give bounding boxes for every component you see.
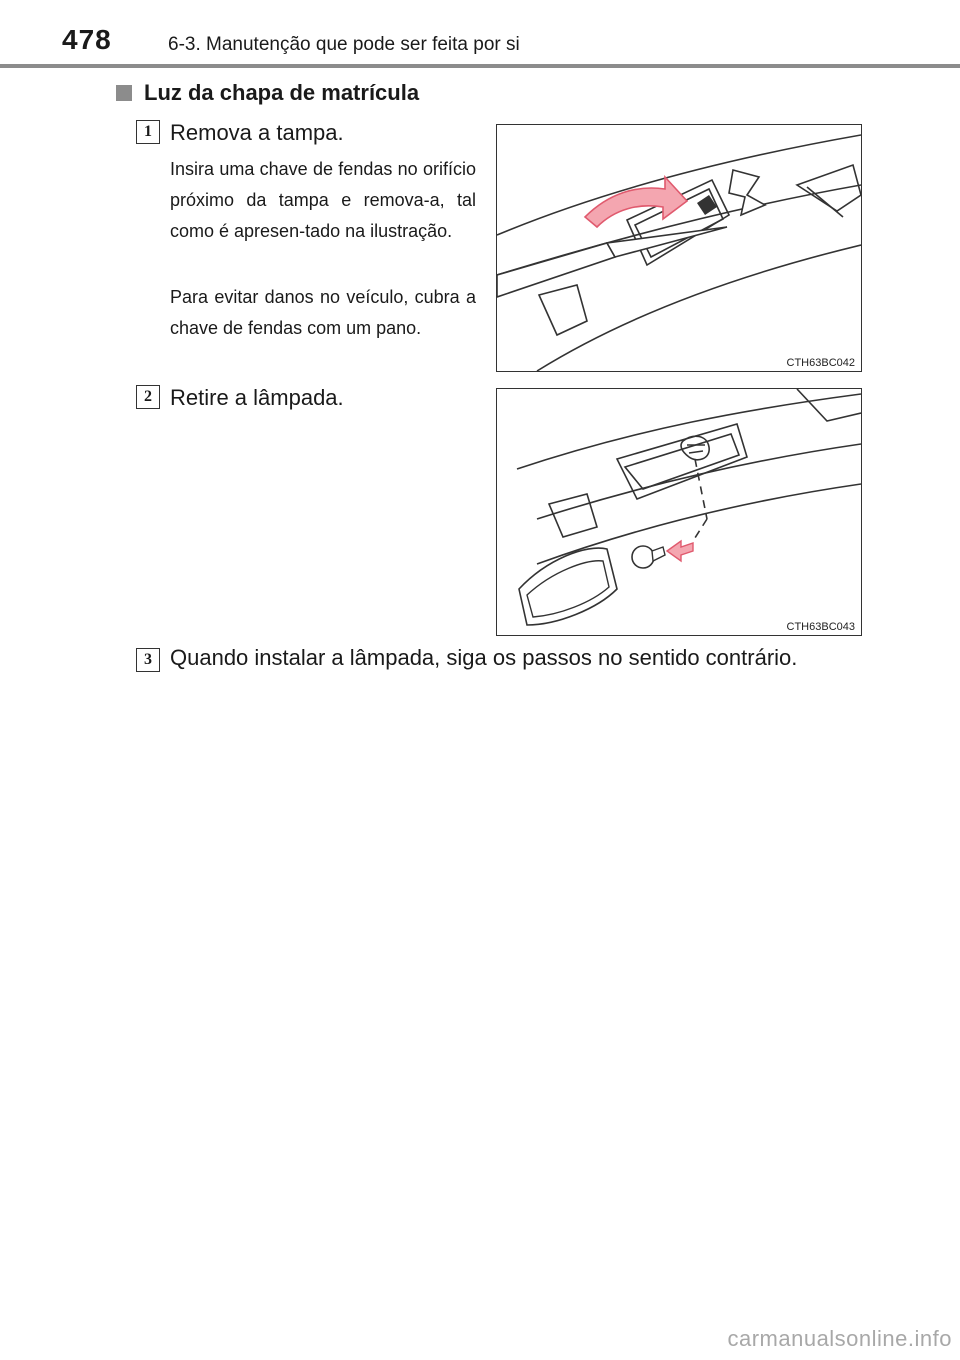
page-header xyxy=(0,0,960,66)
step-number-1: 1 xyxy=(136,120,160,144)
step-title-3: Quando instalar a lâmpada, siga os passos no sentido contrário. xyxy=(170,645,798,670)
figure-code-1: CTH63BC042 xyxy=(786,357,855,369)
illustration-remove-cover xyxy=(497,125,861,371)
step-1-paragraph-2: Para evitar danos no veículo, cubra a chave de fendas com um pano. xyxy=(170,287,476,338)
step-number-2: 2 xyxy=(136,385,160,409)
step-1-paragraph-1: Insira uma chave de fendas no orifício próximo da tampa e remova-a, tal como é apresen-tado na ilustração. xyxy=(170,159,476,241)
step-title-2: Retire a lâmpada. xyxy=(170,385,344,410)
header-rule xyxy=(0,64,960,68)
step-number-3: 3 xyxy=(136,648,160,672)
pink-arrow-icon xyxy=(667,541,693,561)
section-title-text: Luz da chapa de matrícula xyxy=(144,80,420,105)
watermark[interactable]: carmanualsonline.info xyxy=(727,1326,952,1351)
page-number: 478 xyxy=(62,24,112,55)
chapter-title: 6-3. Manutenção que pode ser feita por si xyxy=(168,34,520,55)
section-title xyxy=(116,80,419,106)
step-title-1: Remova a tampa. xyxy=(170,120,344,145)
figure-remove-cover xyxy=(496,124,862,372)
pink-arrow-icon xyxy=(585,177,687,227)
figure-remove-bulb xyxy=(496,388,862,636)
figure-code-2: CTH63BC043 xyxy=(786,621,855,633)
square-bullet-icon xyxy=(116,85,132,101)
illustration-remove-bulb xyxy=(497,389,861,635)
